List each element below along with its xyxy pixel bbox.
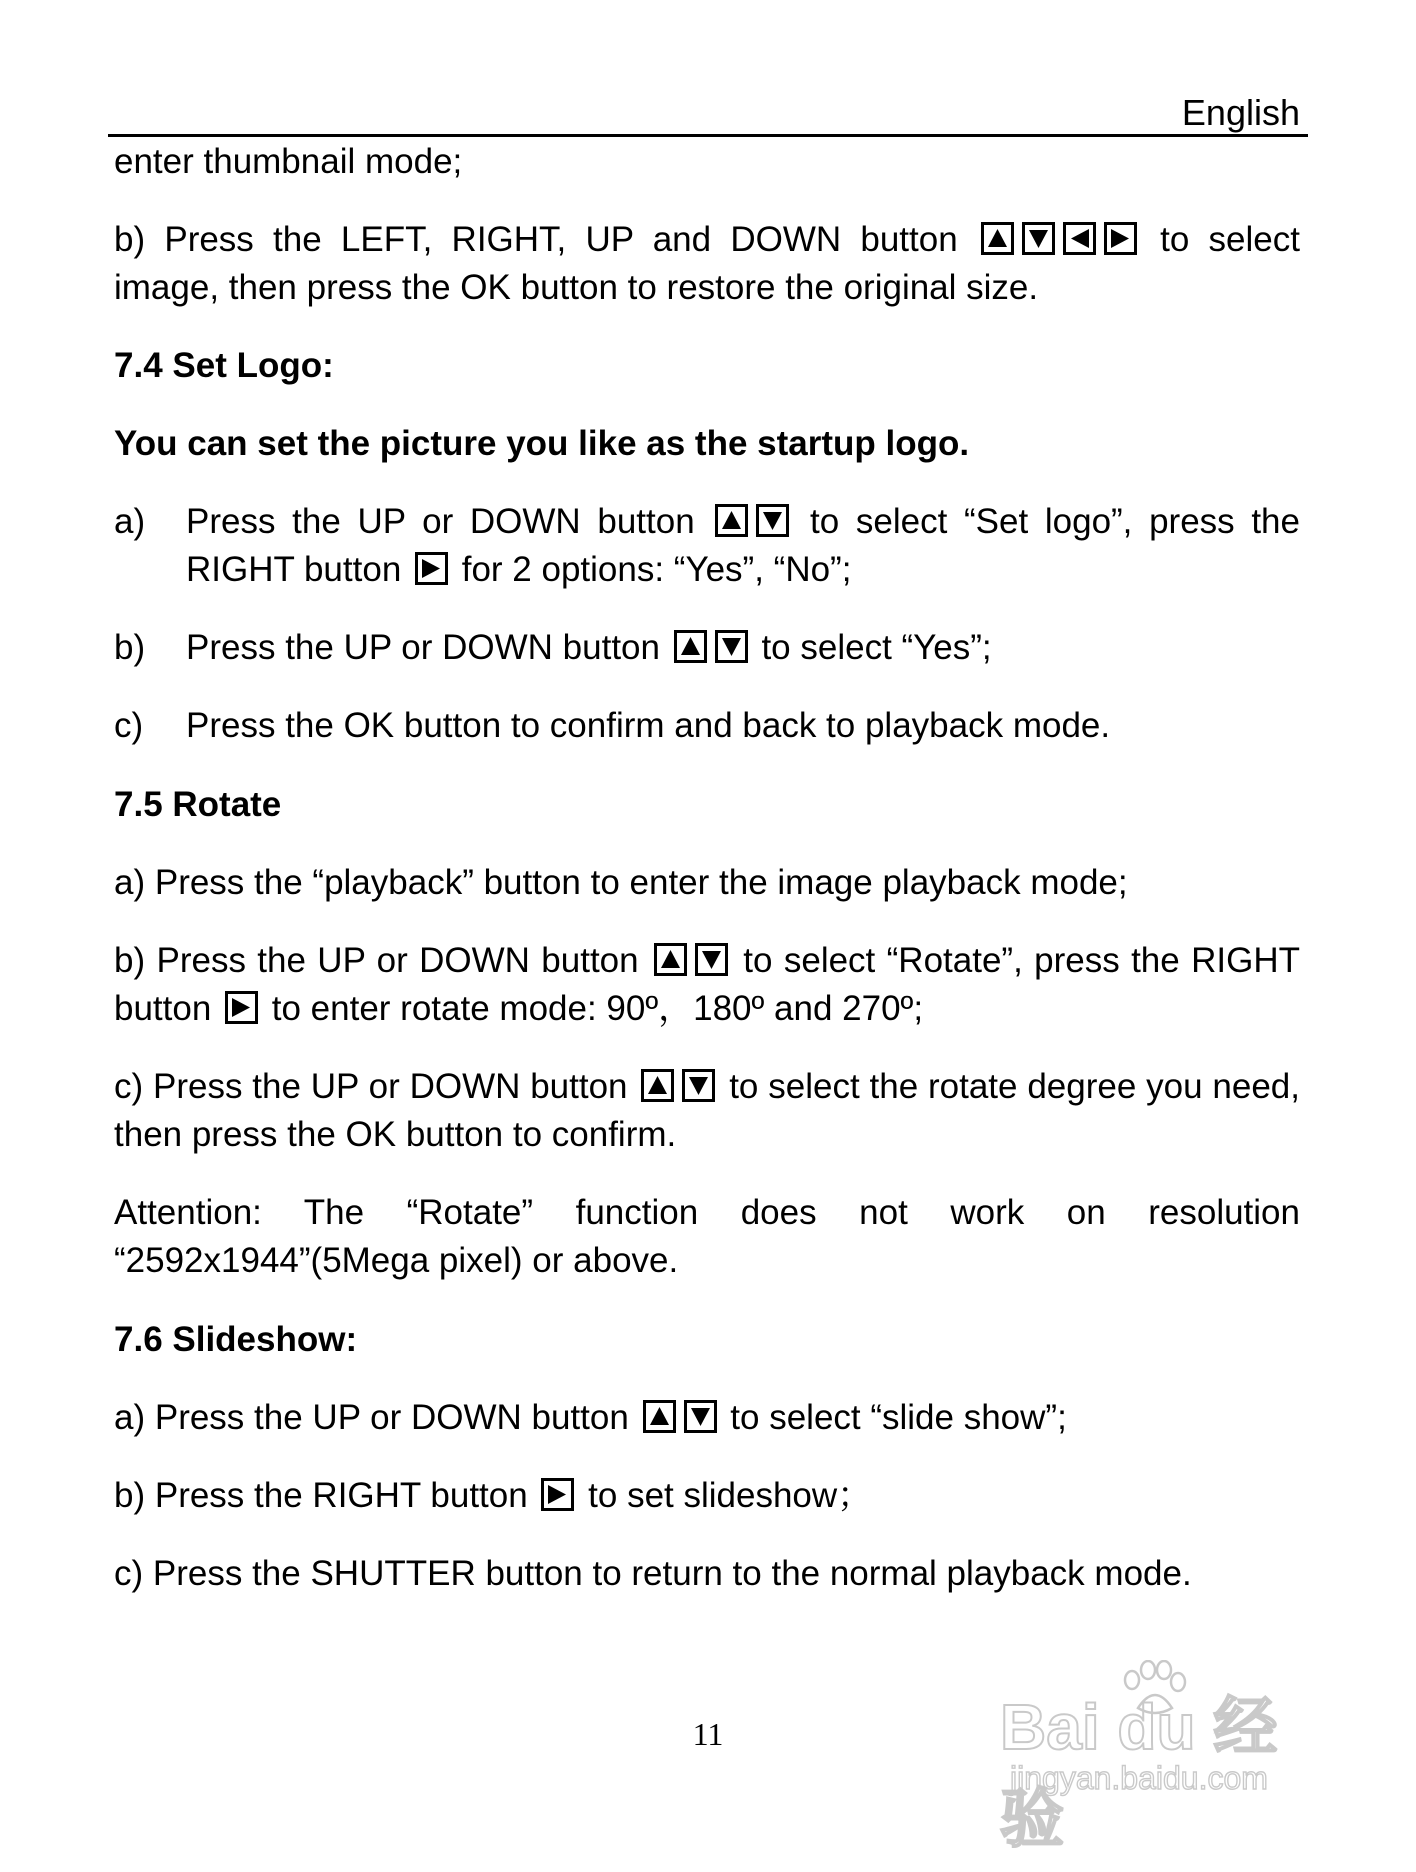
- header-divider: [108, 134, 1308, 137]
- step-text: b) Press the LEFT, RIGHT, UP and DOWN button: [114, 220, 958, 259]
- step-text: Press the UP or DOWN button: [186, 502, 695, 541]
- up-arrow-icon: [981, 222, 1014, 255]
- step-text: a) Press the UP or DOWN button: [114, 1398, 629, 1437]
- step-text: c) Press the UP or DOWN button: [114, 1067, 628, 1106]
- step-text: to select “Yes”;: [751, 628, 992, 667]
- section-heading-7-6: 7.6 Slideshow:: [114, 1320, 358, 1359]
- left-arrow-icon: [1063, 222, 1096, 255]
- page-number: 11: [692, 1716, 724, 1752]
- watermark: [1000, 1660, 1340, 1855]
- step-text: to select image, then press the OK button to restore the original size.: [114, 220, 1300, 307]
- down-arrow-icon: [695, 943, 728, 976]
- right-arrow-icon: [225, 991, 258, 1024]
- attention-note: Attention: The “Rotate” function does not work on resolution “2592x1944”(5Mega pixel) or above.: [114, 1193, 1300, 1280]
- down-arrow-icon: [1022, 222, 1055, 255]
- step-text: to select “slide show”;: [720, 1398, 1067, 1437]
- list-item: [114, 624, 1300, 672]
- section-heading-7-4: 7.4 Set Logo:: [114, 346, 334, 385]
- item-text: [186, 624, 1300, 672]
- step-paragraph: [114, 1394, 1300, 1442]
- continuation-text: enter thumbnail mode;: [114, 142, 463, 181]
- list-item: [114, 702, 1300, 750]
- item-text: [186, 498, 1300, 594]
- step-text: for 2 options: “Yes”, “No”;: [452, 550, 852, 589]
- step-text: to select “Set logo”, press the RIGHT button: [186, 502, 1300, 589]
- item-label: b): [114, 628, 146, 667]
- right-arrow-icon: [541, 1478, 574, 1511]
- down-arrow-icon: [682, 1069, 715, 1102]
- step-text: to enter rotate mode: 90º，180º and 270º;: [262, 989, 924, 1028]
- step-paragraph: [114, 937, 1300, 1033]
- up-arrow-icon: [654, 943, 687, 976]
- step-paragraph: [114, 1472, 1300, 1520]
- section-intro: You can set the picture you like as the startup logo.: [114, 424, 970, 463]
- up-arrow-icon: [643, 1400, 676, 1433]
- step-text: to select “Rotate”, press the RIGHT button: [114, 941, 1300, 1028]
- item-label: c): [114, 706, 144, 745]
- step-text: b) Press the UP or DOWN button: [114, 941, 639, 980]
- watermark-brand: Bai du 经验: [1000, 1691, 1278, 1855]
- up-arrow-icon: [674, 630, 707, 663]
- item-label: a): [114, 502, 146, 541]
- right-arrow-icon: [415, 552, 448, 585]
- manual-body: [114, 138, 1300, 1598]
- up-arrow-icon: [641, 1069, 674, 1102]
- item-text: Press the OK button to confirm and back to playback mode.: [186, 706, 1111, 745]
- step-paragraph: [114, 1063, 1300, 1159]
- step-text: to select the rotate degree you need, then press the OK button to confirm.: [114, 1067, 1300, 1154]
- down-arrow-icon: [715, 630, 748, 663]
- step-text: Press the UP or DOWN button: [186, 628, 660, 667]
- step-text: to set slideshow；: [578, 1476, 873, 1515]
- list-item: [114, 498, 1300, 594]
- step-paragraph: [114, 216, 1300, 312]
- section-heading-7-5: 7.5 Rotate: [114, 785, 282, 824]
- right-arrow-icon: [1104, 222, 1137, 255]
- step-text: b) Press the RIGHT button: [114, 1476, 528, 1515]
- step-paragraph: a) Press the “playback” button to enter the image playback mode;: [114, 863, 1128, 902]
- down-arrow-icon: [684, 1400, 717, 1433]
- up-arrow-icon: [715, 504, 748, 537]
- down-arrow-icon: [756, 504, 789, 537]
- watermark-url: jingyan.baidu.com: [1010, 1760, 1268, 1796]
- header-language: English: [1181, 92, 1300, 133]
- step-paragraph: c) Press the SHUTTER button to return to the normal playback mode.: [114, 1554, 1192, 1593]
